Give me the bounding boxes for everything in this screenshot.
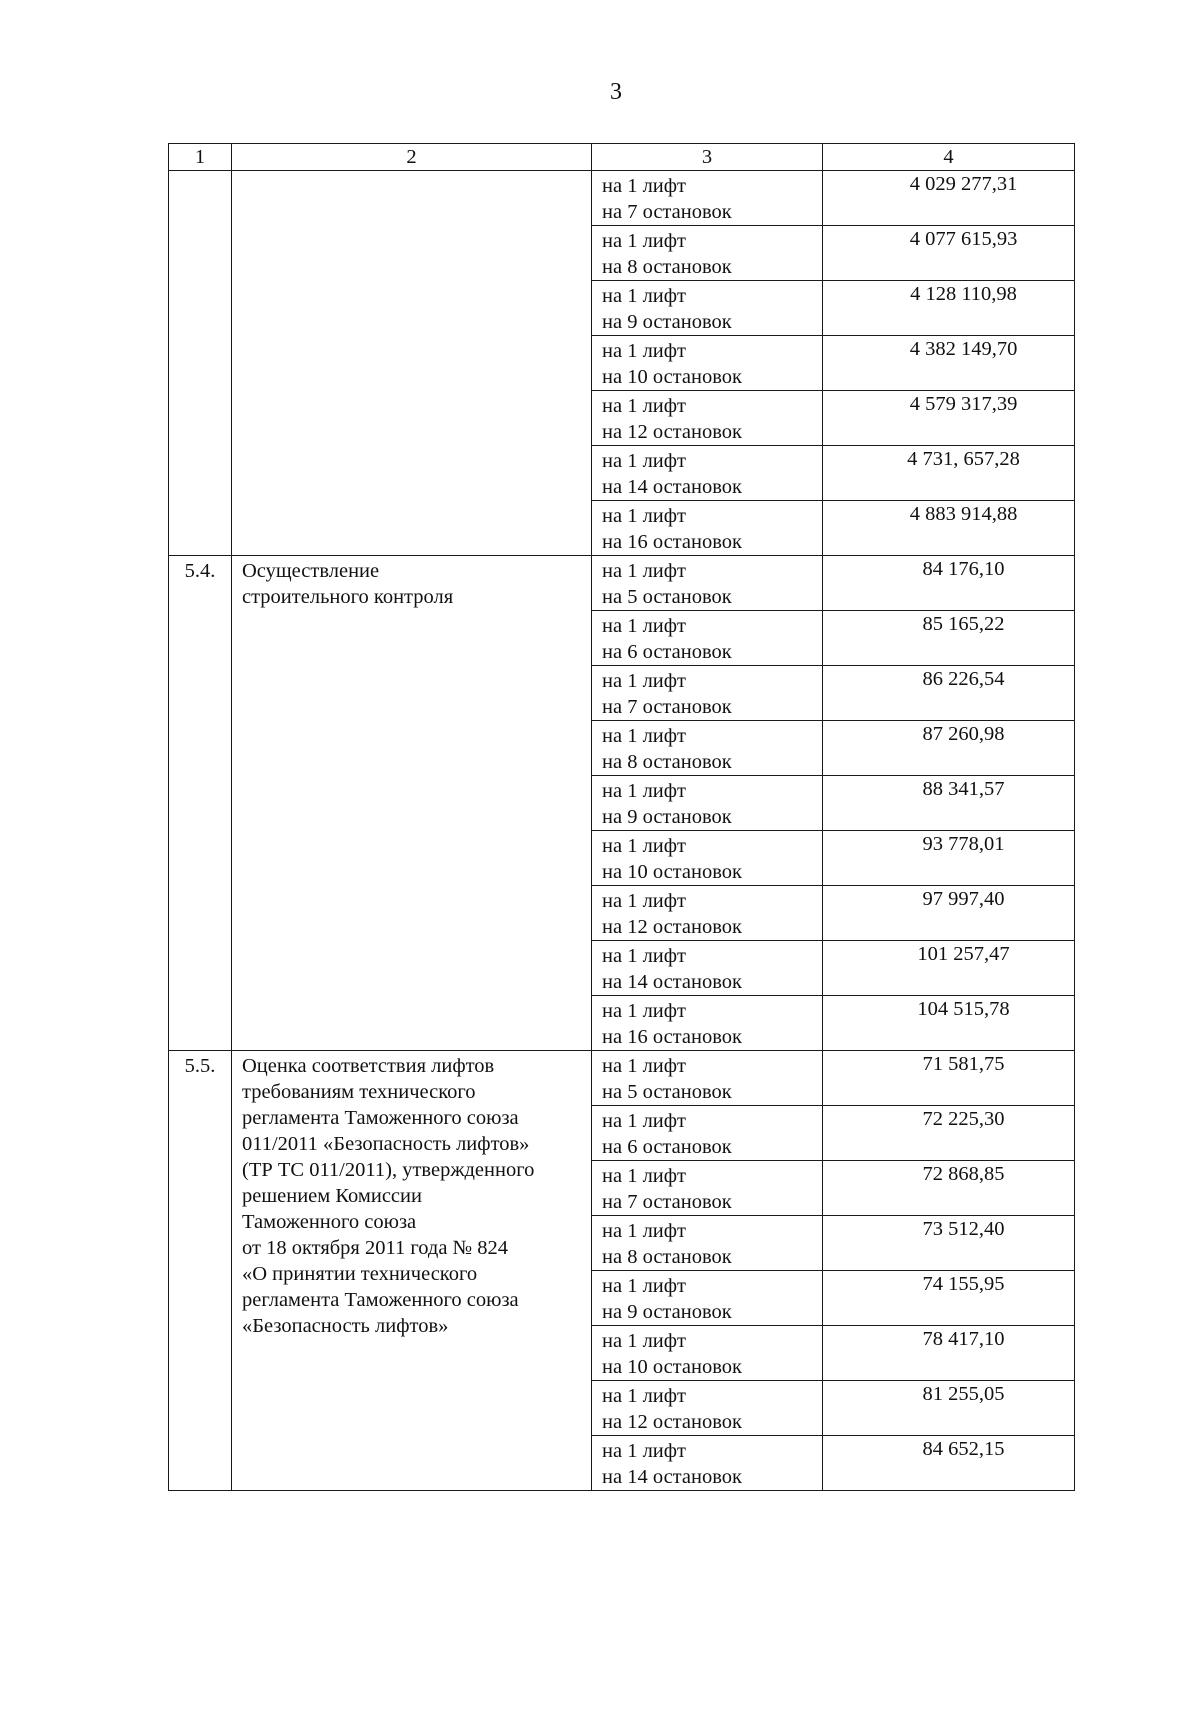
lift-condition <box>592 391 823 446</box>
lift-count: на 1 лифт <box>602 1110 687 1132</box>
lift-count: на 1 лифт <box>602 340 687 362</box>
stops-count: на 12 остановок <box>602 1411 742 1433</box>
lift-count: на 1 лифт <box>602 890 687 912</box>
item-number: 5.4. <box>169 556 232 1051</box>
stops-count: на 10 остановок <box>602 366 742 388</box>
cost-value: 87 260,98 <box>823 721 1075 776</box>
stops-count: на 8 остановок <box>602 751 732 773</box>
lift-condition <box>592 831 823 886</box>
lift-condition <box>592 941 823 996</box>
item-description-text: Осуществление строительного контроля <box>242 560 454 608</box>
stops-count: на 10 остановок <box>602 861 742 883</box>
stops-count: на 14 остановок <box>602 1466 742 1488</box>
header-col-4: 4 <box>823 144 1075 171</box>
lift-count: на 1 лифт <box>602 395 687 417</box>
stops-count: на 8 остановок <box>602 1246 732 1268</box>
stops-count: на 8 остановок <box>602 256 732 278</box>
cost-value: 84 176,10 <box>823 556 1075 611</box>
lift-condition <box>592 226 823 281</box>
lift-count: на 1 лифт <box>602 780 687 802</box>
stops-count: на 5 остановок <box>602 1081 732 1103</box>
lift-condition <box>592 611 823 666</box>
lift-condition <box>592 446 823 501</box>
lift-condition <box>592 721 823 776</box>
stops-count: на 9 остановок <box>602 806 732 828</box>
stops-count: на 5 остановок <box>602 586 732 608</box>
header-row <box>169 144 1075 171</box>
cost-value: 74 155,95 <box>823 1271 1075 1326</box>
item-number <box>169 171 232 556</box>
lift-condition <box>592 1381 823 1436</box>
table-row <box>169 171 1075 226</box>
lift-condition <box>592 1106 823 1161</box>
cost-table <box>168 143 1075 1491</box>
lift-count: на 1 лифт <box>602 1000 687 1022</box>
lift-count: на 1 лифт <box>602 1055 687 1077</box>
cost-value: 86 226,54 <box>823 666 1075 721</box>
item-description <box>232 171 592 556</box>
cost-value: 4 128 110,98 <box>823 281 1075 336</box>
lift-condition <box>592 281 823 336</box>
lift-count: на 1 лифт <box>602 670 687 692</box>
cost-value: 4 077 615,93 <box>823 226 1075 281</box>
stops-count: на 7 остановок <box>602 201 732 223</box>
cost-value: 104 515,78 <box>823 996 1075 1051</box>
page-number: 3 <box>610 79 622 105</box>
cost-value: 93 778,01 <box>823 831 1075 886</box>
item-description <box>232 556 592 1051</box>
stops-count: на 14 остановок <box>602 971 742 993</box>
lift-count: на 1 лифт <box>602 1275 687 1297</box>
stops-count: на 10 остановок <box>602 1356 742 1378</box>
cost-value: 71 581,75 <box>823 1051 1075 1106</box>
stops-count: на 12 остановок <box>602 421 742 443</box>
stops-count: на 7 остановок <box>602 1191 732 1213</box>
lift-count: на 1 лифт <box>602 615 687 637</box>
cost-value: 4 883 914,88 <box>823 501 1075 556</box>
lift-condition <box>592 336 823 391</box>
lift-condition <box>592 886 823 941</box>
stops-count: на 6 остановок <box>602 1136 732 1158</box>
lift-condition <box>592 1436 823 1491</box>
cost-value: 4 579 317,39 <box>823 391 1075 446</box>
stops-count: на 14 остановок <box>602 476 742 498</box>
header-col-3: 3 <box>592 144 823 171</box>
stops-count: на 6 остановок <box>602 641 732 663</box>
stops-count: на 12 остановок <box>602 916 742 938</box>
lift-condition <box>592 996 823 1051</box>
stops-count: на 7 остановок <box>602 696 732 718</box>
lift-condition <box>592 776 823 831</box>
lift-condition <box>592 666 823 721</box>
cost-value: 72 868,85 <box>823 1161 1075 1216</box>
cost-value: 73 512,40 <box>823 1216 1075 1271</box>
lift-count: на 1 лифт <box>602 835 687 857</box>
lift-count: на 1 лифт <box>602 230 687 252</box>
lift-count: на 1 лифт <box>602 285 687 307</box>
item-description-text: Оценка соответствия лифтов требованиям технического регламента Таможенного союза 011/2011 «Безопасность лифтов» (ТР ТС 011/2011), утвержденного решением Комиссии Таможенного союза от 18 октября 2011 года № 824 «О принятии технического регламента Таможенного союза «Безопасность лифтов» <box>242 1055 535 1337</box>
cost-value: 97 997,40 <box>823 886 1075 941</box>
lift-count: на 1 лифт <box>602 1220 687 1242</box>
table-row <box>169 556 1075 611</box>
lift-condition <box>592 556 823 611</box>
cost-value: 4 029 277,31 <box>823 171 1075 226</box>
lift-count: на 1 лифт <box>602 175 687 197</box>
stops-count: на 9 остановок <box>602 311 732 333</box>
item-number: 5.5. <box>169 1051 232 1491</box>
lift-count: на 1 лифт <box>602 725 687 747</box>
lift-condition <box>592 171 823 226</box>
cost-value: 101 257,47 <box>823 941 1075 996</box>
lift-condition <box>592 1271 823 1326</box>
lift-condition <box>592 1161 823 1216</box>
header-col-1: 1 <box>169 144 232 171</box>
cost-value: 81 255,05 <box>823 1381 1075 1436</box>
lift-condition <box>592 1216 823 1271</box>
stops-count: на 9 остановок <box>602 1301 732 1323</box>
lift-count: на 1 лифт <box>602 1385 687 1407</box>
table-row <box>169 1051 1075 1106</box>
header-col-2: 2 <box>232 144 592 171</box>
cost-value: 84 652,15 <box>823 1436 1075 1491</box>
stops-count: на 16 остановок <box>602 1026 742 1048</box>
lift-count: на 1 лифт <box>602 560 687 582</box>
cost-value: 88 341,57 <box>823 776 1075 831</box>
lift-condition <box>592 501 823 556</box>
stops-count: на 16 остановок <box>602 531 742 553</box>
cost-value: 4 382 149,70 <box>823 336 1075 391</box>
item-description <box>232 1051 592 1491</box>
lift-count: на 1 лифт <box>602 1330 687 1352</box>
cost-value: 85 165,22 <box>823 611 1075 666</box>
lift-count: на 1 лифт <box>602 1440 687 1462</box>
lift-count: на 1 лифт <box>602 505 687 527</box>
lift-condition <box>592 1051 823 1106</box>
lift-condition <box>592 1326 823 1381</box>
cost-value: 78 417,10 <box>823 1326 1075 1381</box>
cost-value: 72 225,30 <box>823 1106 1075 1161</box>
lift-count: на 1 лифт <box>602 450 687 472</box>
cost-value: 4 731, 657,28 <box>823 446 1075 501</box>
lift-count: на 1 лифт <box>602 945 687 967</box>
lift-count: на 1 лифт <box>602 1165 687 1187</box>
